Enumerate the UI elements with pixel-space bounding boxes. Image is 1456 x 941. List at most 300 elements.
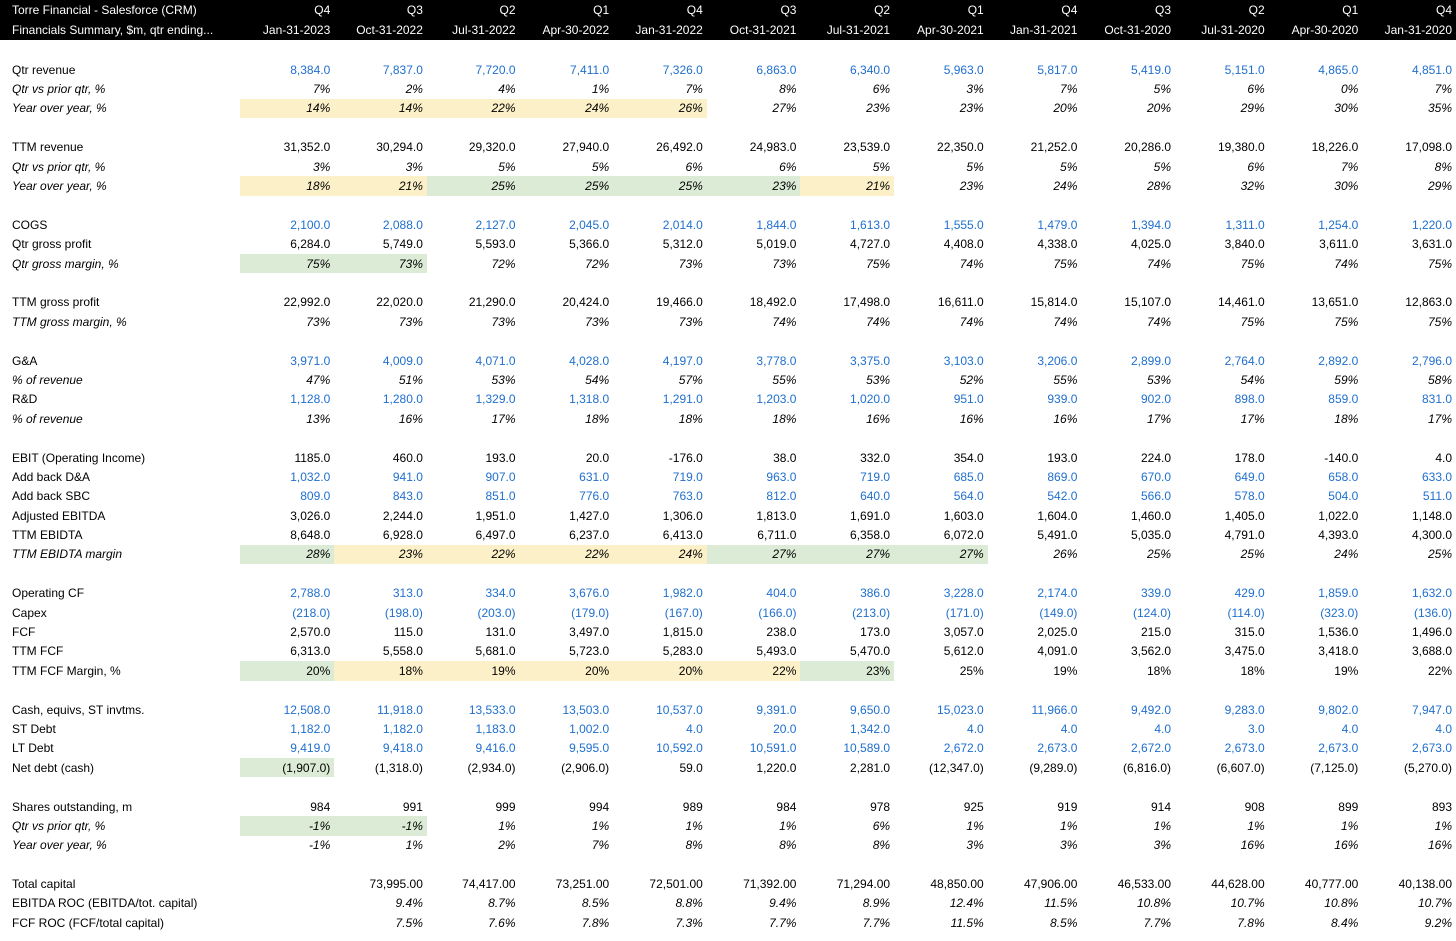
quarter-label: Q4 <box>988 0 1082 20</box>
spacer-cell <box>0 564 1456 583</box>
value-cell: 1,311.0 <box>1225 217 1265 232</box>
row-label: Net debt (cash) <box>12 760 95 775</box>
value-cell: -1% <box>240 816 335 835</box>
value-cell: 8.5% <box>1050 915 1078 930</box>
value-cell: 6% <box>779 159 797 174</box>
value-cell: 670.0 <box>1140 469 1172 484</box>
value-cell: 52% <box>959 372 984 387</box>
quarter-date: Apr-30-2020 <box>1269 20 1363 40</box>
table-row <box>0 816 1456 835</box>
value-cell: 20% <box>240 661 335 680</box>
value-cell: 59.0 <box>679 760 703 775</box>
row-label: TTM FCF <box>12 644 64 659</box>
value-cell: 20,424.0 <box>562 295 610 310</box>
value-cell: 13% <box>306 411 331 426</box>
value-cell: 74% <box>959 314 984 329</box>
table-row <box>0 642 1456 661</box>
value-cell: 25% <box>1427 547 1452 562</box>
value-cell: 9.2% <box>1424 915 1452 930</box>
value-cell: 984 <box>310 799 331 814</box>
value-cell: 1,555.0 <box>943 217 984 232</box>
value-cell: 7% <box>1434 82 1452 97</box>
value-cell: 18,492.0 <box>749 295 797 310</box>
value-cell: 22,020.0 <box>376 295 423 310</box>
value-cell: 386.0 <box>860 586 891 601</box>
value-cell: 74% <box>1334 256 1359 271</box>
quarter-label: Q4 <box>1362 0 1456 20</box>
value-cell: 8% <box>1434 159 1452 174</box>
table-row <box>0 99 1456 118</box>
value-cell: 22% <box>520 545 614 564</box>
quarter-date: Jan-31-2020 <box>1362 20 1456 40</box>
row-label: Year over year, % <box>12 179 107 194</box>
value-cell: 20,286.0 <box>1124 140 1172 155</box>
table-row <box>0 661 1456 680</box>
value-cell: 18% <box>1146 663 1172 678</box>
value-cell: 7.3% <box>675 915 703 930</box>
value-cell: 3,778.0 <box>756 353 797 368</box>
value-cell: 18% <box>678 411 703 426</box>
value-cell: 4,851.0 <box>1411 62 1452 77</box>
quarter-date: Jul-31-2020 <box>1175 20 1269 40</box>
value-cell: 5,493.0 <box>756 644 797 659</box>
table-row <box>0 370 1456 389</box>
value-cell: 25% <box>613 176 707 195</box>
value-cell: 2,796.0 <box>1411 353 1452 368</box>
value-cell: 16% <box>398 411 423 426</box>
value-cell: 5,612.0 <box>943 644 984 659</box>
row-label: Qtr vs prior qtr, % <box>12 159 106 174</box>
value-cell: 7.8% <box>581 915 610 930</box>
row-label: TTM revenue <box>12 140 84 155</box>
quarter-label: Q2 <box>427 0 520 20</box>
value-cell: (323.0) <box>1320 605 1359 620</box>
value-cell: 22% <box>707 661 801 680</box>
value-cell: (6,607.0) <box>1216 760 1265 775</box>
value-cell: 73% <box>334 254 427 273</box>
quarter-label: Q1 <box>1269 0 1363 20</box>
quarter-date: Jul-31-2021 <box>800 20 894 40</box>
table-row <box>0 797 1456 816</box>
value-cell: 75% <box>1240 256 1265 271</box>
value-cell: 24% <box>520 99 614 118</box>
value-cell: 24,983.0 <box>749 140 797 155</box>
value-cell: 685.0 <box>953 469 984 484</box>
value-cell: 6,711.0 <box>757 528 797 543</box>
value-cell: 1,496.0 <box>1411 625 1452 640</box>
value-cell: 8% <box>779 838 797 853</box>
value-cell: 1,632.0 <box>1411 586 1452 601</box>
value-cell: 2,014.0 <box>662 217 703 232</box>
spacer-row <box>0 777 1456 796</box>
value-cell: 7,326.0 <box>662 62 703 77</box>
spacer-row <box>0 564 1456 583</box>
value-cell: 30% <box>1334 179 1359 194</box>
header-date-row <box>0 20 1456 40</box>
row-label: Qtr revenue <box>12 62 76 77</box>
row-label: Qtr vs prior qtr, % <box>12 818 106 833</box>
value-cell: 26% <box>1053 547 1078 562</box>
value-cell: 404.0 <box>766 586 797 601</box>
value-cell: 54% <box>585 372 610 387</box>
table-row <box>0 293 1456 312</box>
value-cell: 7.6% <box>488 915 516 930</box>
value-cell: 2,045.0 <box>569 217 610 232</box>
sheet-title: Torre Financial - Salesforce (CRM) <box>0 0 240 20</box>
row-label: Cash, equivs, ST invtms. <box>12 702 145 717</box>
value-cell: 48,850.00 <box>930 877 984 892</box>
value-cell: 73% <box>398 314 423 329</box>
value-cell: 3,676.0 <box>569 586 610 601</box>
quarter-label: Q3 <box>707 0 801 20</box>
value-cell: 27% <box>772 101 797 116</box>
value-cell: 763.0 <box>672 489 703 504</box>
value-cell: 460.0 <box>392 450 423 465</box>
value-cell: 71,392.00 <box>743 877 797 892</box>
value-cell: 6,284.0 <box>290 237 331 252</box>
value-cell: 11.5% <box>1044 896 1078 911</box>
value-cell: 3,971.0 <box>290 353 331 368</box>
spacer-cell <box>0 681 1456 700</box>
value-cell: 14% <box>334 99 427 118</box>
value-cell: 73% <box>585 314 610 329</box>
value-cell: 851.0 <box>485 489 516 504</box>
value-cell: 4,727.0 <box>850 237 891 252</box>
value-cell: 23% <box>800 661 894 680</box>
value-cell: 22,350.0 <box>937 140 984 155</box>
value-cell: 19% <box>427 661 520 680</box>
quarter-label: Q2 <box>800 0 894 20</box>
value-cell: 23% <box>959 179 984 194</box>
value-cell: 2,672.0 <box>943 741 984 756</box>
value-cell: 2,088.0 <box>382 217 423 232</box>
value-cell: 11.5% <box>950 915 984 930</box>
value-cell: 649.0 <box>1234 469 1265 484</box>
row-label: Qtr gross margin, % <box>12 256 119 271</box>
value-cell: 908 <box>1244 799 1265 814</box>
value-cell: 7% <box>1060 82 1078 97</box>
value-cell: 6% <box>1247 82 1265 97</box>
table-row <box>0 913 1456 932</box>
value-cell: 8.4% <box>1330 915 1359 930</box>
value-cell: 1% <box>498 818 516 833</box>
value-cell: 5,749.0 <box>382 237 423 252</box>
value-cell: 3% <box>1153 838 1172 853</box>
spacer-row <box>0 273 1456 292</box>
value-cell: 19% <box>1334 663 1359 678</box>
value-cell: 3,228.0 <box>943 586 984 601</box>
value-cell: 5,593.0 <box>475 237 516 252</box>
spacer-row <box>0 428 1456 447</box>
value-cell: 23% <box>334 545 427 564</box>
value-cell: 831.0 <box>1421 392 1452 407</box>
value-cell: 38.0 <box>773 450 797 465</box>
row-label: Year over year, % <box>12 838 107 853</box>
value-cell: 719.0 <box>860 469 891 484</box>
value-cell: 25% <box>427 176 520 195</box>
value-cell: 640.0 <box>860 489 891 504</box>
row-label: TTM gross margin, % <box>12 314 127 329</box>
value-cell: 25% <box>959 663 984 678</box>
value-cell: 16,611.0 <box>937 295 984 310</box>
value-cell: 10,592.0 <box>656 741 703 756</box>
value-cell: (6,816.0) <box>1122 760 1172 775</box>
value-cell <box>240 894 335 913</box>
value-cell: 14% <box>240 99 335 118</box>
quarter-date: Apr-30-2022 <box>520 20 614 40</box>
table-row <box>0 622 1456 641</box>
value-cell: 1,128.0 <box>290 392 331 407</box>
value-cell: 12.4% <box>949 896 984 911</box>
value-cell: 1,613.0 <box>850 217 891 232</box>
value-cell: 1,691.0 <box>850 508 891 523</box>
value-cell: 22% <box>427 545 520 564</box>
value-cell: 25% <box>1240 547 1265 562</box>
spacer-cell <box>0 118 1456 137</box>
value-cell: 893 <box>1431 799 1452 814</box>
value-cell: 1% <box>1434 818 1452 833</box>
value-cell: 30% <box>1334 101 1359 116</box>
value-cell: 35% <box>1427 101 1452 116</box>
quarter-label: Q2 <box>1175 0 1269 20</box>
value-cell: (171.0) <box>945 605 984 620</box>
value-cell: 6,863.0 <box>756 62 797 77</box>
value-cell: 1% <box>1247 818 1265 833</box>
value-cell: 2,788.0 <box>290 586 331 601</box>
value-cell: 24% <box>1334 547 1359 562</box>
value-cell: 25% <box>1146 547 1172 562</box>
value-cell: 776.0 <box>579 489 610 504</box>
value-cell: 131.0 <box>485 625 516 640</box>
value-cell: 21% <box>800 176 894 195</box>
value-cell: 925 <box>963 799 984 814</box>
value-cell: (136.0) <box>1413 605 1452 620</box>
value-cell: 55% <box>1053 372 1078 387</box>
value-cell: (124.0) <box>1132 605 1172 620</box>
value-cell: 5,963.0 <box>943 62 984 77</box>
value-cell: 1,604.0 <box>1037 508 1078 523</box>
value-cell: 18% <box>772 411 797 426</box>
value-cell: 16% <box>959 411 984 426</box>
value-cell: 10.8% <box>1136 896 1172 911</box>
value-cell: (179.0) <box>571 605 610 620</box>
row-label: TTM EBIDTA <box>12 528 83 543</box>
spacer-row <box>0 196 1456 215</box>
row-label: Add back D&A <box>12 469 91 484</box>
value-cell: (114.0) <box>1227 605 1265 620</box>
value-cell: 1,020.0 <box>850 392 891 407</box>
value-cell: 18% <box>240 176 335 195</box>
value-cell: 19,380.0 <box>1217 140 1265 155</box>
value-cell: 44,628.00 <box>1211 877 1265 892</box>
value-cell: 74% <box>866 314 891 329</box>
value-cell: 1,394.0 <box>1130 217 1172 232</box>
value-cell: 19% <box>1053 663 1078 678</box>
value-cell: 5,283.0 <box>662 644 703 659</box>
value-cell: 10,591.0 <box>749 741 797 756</box>
table-row <box>0 758 1456 777</box>
value-cell: 6,072.0 <box>943 528 984 543</box>
value-cell: 13,651.0 <box>1311 295 1359 310</box>
value-cell: 999 <box>495 799 516 814</box>
value-cell: 2% <box>498 838 516 853</box>
quarter-label: Q3 <box>1081 0 1175 20</box>
value-cell: 73% <box>491 314 516 329</box>
value-cell: 939.0 <box>1047 392 1078 407</box>
value-cell: 504.0 <box>1328 489 1359 504</box>
value-cell: 8.5% <box>581 896 610 911</box>
value-cell: 115.0 <box>393 625 423 640</box>
value-cell: 17% <box>1427 411 1452 426</box>
value-cell: 1,280.0 <box>382 392 423 407</box>
row-label: TTM EBIDTA margin <box>12 547 123 562</box>
header-quarter-row <box>0 0 1456 20</box>
table-row <box>0 235 1456 254</box>
value-cell: 2,673.0 <box>1037 741 1078 756</box>
row-label: LT Debt <box>12 741 54 756</box>
value-cell: 8% <box>872 838 891 853</box>
value-cell: 1,951.0 <box>475 508 516 523</box>
quarter-date: Oct-31-2020 <box>1081 20 1175 40</box>
value-cell: 21,252.0 <box>1030 140 1078 155</box>
value-cell: (12,347.0) <box>929 760 984 775</box>
value-cell: 75% <box>1334 314 1359 329</box>
spacer-row <box>0 855 1456 874</box>
value-cell: 4,009.0 <box>382 353 423 368</box>
value-cell: 5% <box>1153 159 1172 174</box>
value-cell: 564.0 <box>953 489 984 504</box>
value-cell: (5,270.0) <box>1403 760 1452 775</box>
value-cell: 12,863.0 <box>1405 295 1452 310</box>
table-row <box>0 719 1456 738</box>
row-label: Total capital <box>12 877 76 892</box>
value-cell: 54% <box>1240 372 1265 387</box>
value-cell: 1,182.0 <box>382 721 423 736</box>
value-cell: 5,035.0 <box>1130 528 1172 543</box>
value-cell: 20% <box>1053 101 1078 116</box>
value-cell: 7,947.0 <box>1411 702 1452 717</box>
value-cell: 7.7% <box>1143 915 1172 930</box>
value-cell: 8,648.0 <box>290 528 331 543</box>
value-cell: 4,197.0 <box>662 353 703 368</box>
value-cell: 10.8% <box>1324 896 1359 911</box>
value-cell: 5,470.0 <box>850 644 891 659</box>
value-cell: 994 <box>589 799 610 814</box>
value-cell: 18% <box>1240 663 1265 678</box>
value-cell: 47% <box>306 372 331 387</box>
value-cell: 9.4% <box>395 896 423 911</box>
value-cell: 8.8% <box>675 896 703 911</box>
value-cell: (203.0) <box>477 605 516 620</box>
spacer-cell <box>0 273 1456 292</box>
row-label: Adjusted EBITDA <box>12 508 106 523</box>
value-cell: 75% <box>240 254 335 273</box>
value-cell: 1,254.0 <box>1318 217 1359 232</box>
value-cell: 5% <box>591 159 610 174</box>
value-cell: 719.0 <box>672 469 703 484</box>
value-cell: 1% <box>779 818 797 833</box>
value-cell: 40,777.00 <box>1304 877 1359 892</box>
value-cell: 3,688.0 <box>1411 644 1452 659</box>
value-cell: 5% <box>966 159 984 174</box>
value-cell: 1% <box>1060 818 1078 833</box>
table-row <box>0 409 1456 428</box>
value-cell: 5% <box>872 159 891 174</box>
value-cell: 4,028.0 <box>569 353 610 368</box>
value-cell: 7% <box>685 82 703 97</box>
value-cell: 4,791.0 <box>1224 528 1265 543</box>
value-cell: 898.0 <box>1234 392 1265 407</box>
value-cell: 2,673.0 <box>1224 741 1265 756</box>
value-cell: 3,611.0 <box>1319 237 1359 252</box>
value-cell: 29,320.0 <box>468 140 516 155</box>
value-cell: 7,411.0 <box>570 62 610 77</box>
value-cell: 1,844.0 <box>756 217 797 232</box>
value-cell: 178.0 <box>1234 450 1265 465</box>
value-cell: 24% <box>613 545 707 564</box>
value-cell: 17,498.0 <box>843 295 891 310</box>
value-cell: 3% <box>1060 838 1078 853</box>
value-cell: 633.0 <box>1421 469 1452 484</box>
value-cell: 13,533.0 <box>468 702 516 717</box>
value-cell: 4,300.0 <box>1411 528 1452 543</box>
quarter-date: Jan-31-2021 <box>988 20 1082 40</box>
table-row <box>0 467 1456 486</box>
value-cell: 17% <box>1146 411 1172 426</box>
value-cell: 2,672.0 <box>1130 741 1172 756</box>
value-cell: 74,417.00 <box>462 877 516 892</box>
value-cell: 429.0 <box>1234 586 1265 601</box>
value-cell: -140.0 <box>1324 450 1359 465</box>
value-cell: 1185.0 <box>294 450 331 465</box>
value-cell: 16% <box>1427 838 1452 853</box>
value-cell: 22,992.0 <box>283 295 331 310</box>
value-cell: 74% <box>772 314 797 329</box>
row-label: Qtr gross profit <box>12 237 92 252</box>
quarter-date: Jan-31-2023 <box>240 20 335 40</box>
value-cell: 4.0 <box>1435 450 1452 465</box>
value-cell: 1,536.0 <box>1318 625 1359 640</box>
value-cell: (167.0) <box>664 605 703 620</box>
value-cell: 5,151.0 <box>1224 62 1265 77</box>
row-label: Shares outstanding, m <box>12 799 133 814</box>
value-cell: 5% <box>1153 82 1172 97</box>
table-row <box>0 254 1456 273</box>
value-cell: 7% <box>312 82 331 97</box>
value-cell: 2,127.0 <box>475 217 516 232</box>
value-cell: 6,497.0 <box>475 528 516 543</box>
value-cell: 11,918.0 <box>377 702 423 717</box>
table-row <box>0 603 1456 622</box>
value-cell: 1,220.0 <box>756 760 797 775</box>
row-label: FCF <box>12 625 36 640</box>
value-cell: 73,995.00 <box>369 877 423 892</box>
value-cell: 978 <box>870 799 891 814</box>
value-cell: 26,492.0 <box>656 140 703 155</box>
value-cell: 17% <box>1240 411 1265 426</box>
row-label: Add back SBC <box>12 489 91 504</box>
value-cell: 72% <box>491 256 516 271</box>
quarter-label: Q4 <box>613 0 707 20</box>
value-cell <box>240 913 335 932</box>
value-cell: 3,026.0 <box>290 508 331 523</box>
quarter-label: Q4 <box>240 0 335 20</box>
value-cell: 12,508.0 <box>283 702 331 717</box>
value-cell: 53% <box>866 372 891 387</box>
value-cell: 2,244.0 <box>382 508 423 523</box>
table-row <box>0 215 1456 234</box>
value-cell: 32% <box>1240 179 1265 194</box>
